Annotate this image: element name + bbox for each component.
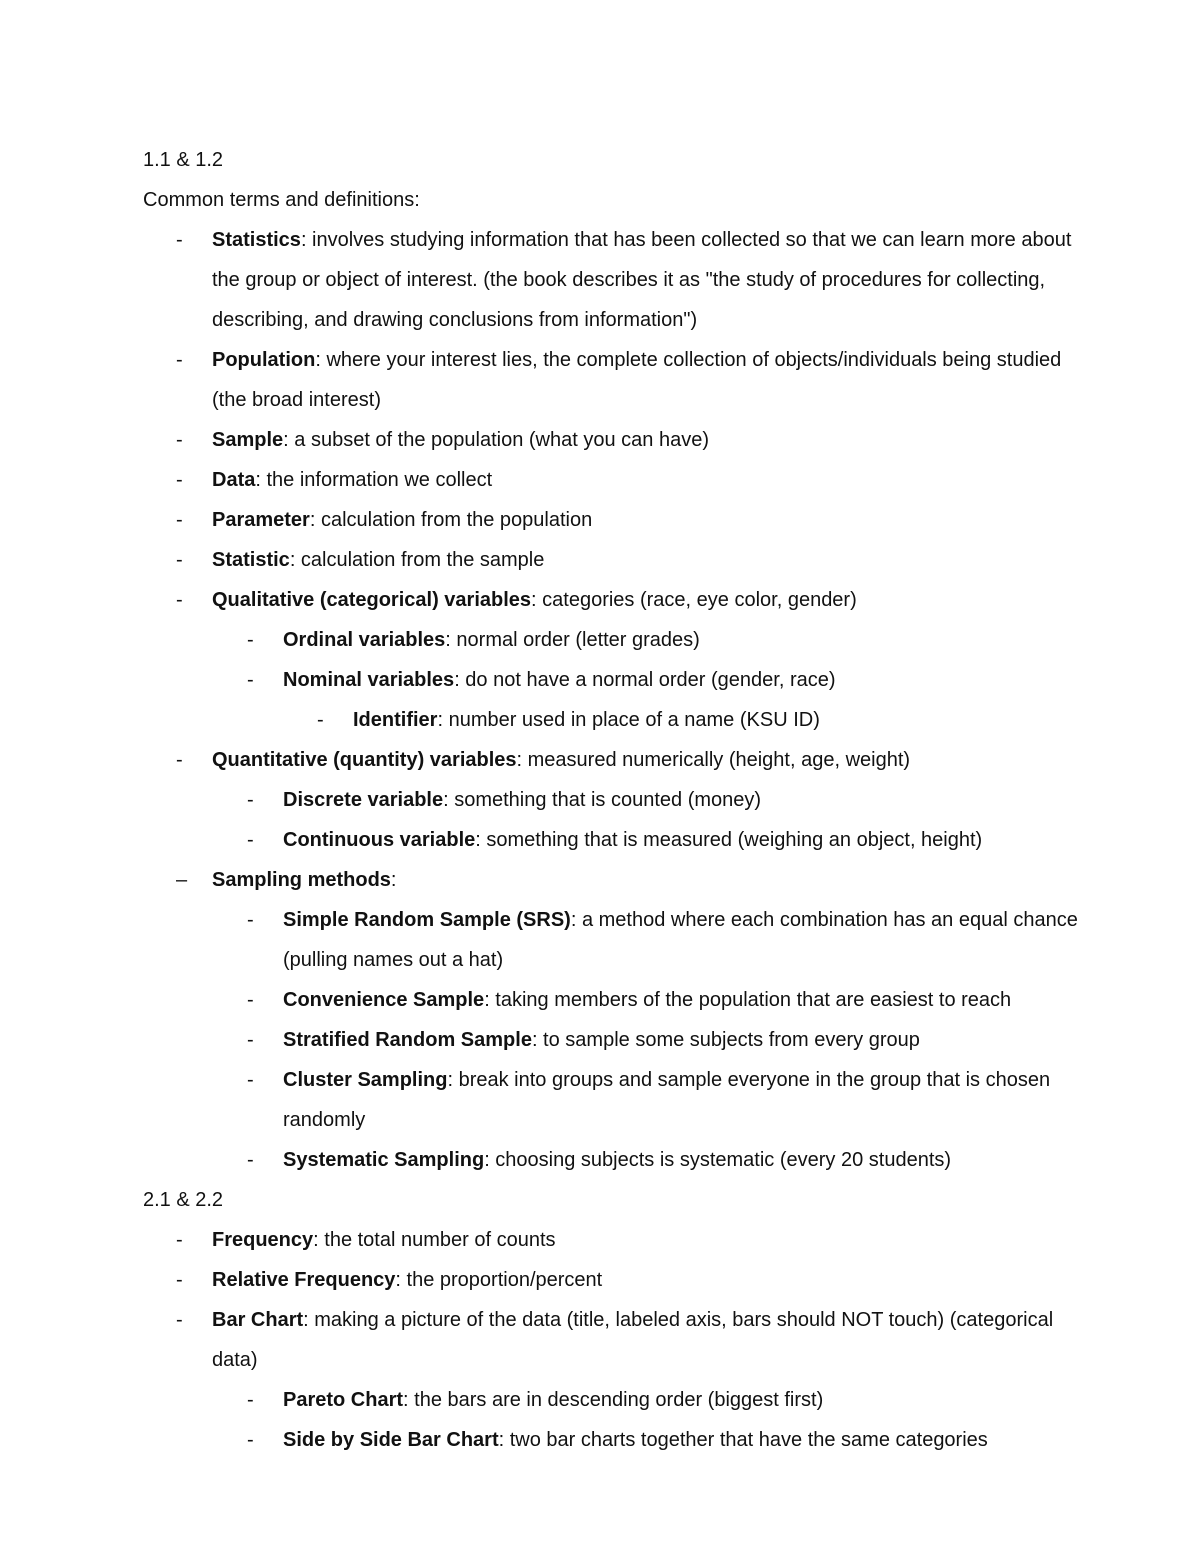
bullet-dash: -: [176, 1229, 183, 1251]
list-item-stratified-random-sample: [143, 1020, 1083, 1060]
bullet-dash: -: [247, 1429, 254, 1451]
list-item-statistic: [143, 540, 1083, 580]
notes-content: [143, 140, 1083, 1460]
term-definition: : making a picture of the data (title, labeled axis, bars should NOT touch) (categorical data): [212, 1309, 1054, 1371]
section-heading-1-1: 1.1 & 1.2: [143, 149, 224, 171]
section-intro: Common terms and definitions:: [143, 189, 420, 211]
term-label: Stratified Random Sample: [283, 1029, 532, 1051]
term-definition: : measured numerically (height, age, weight): [516, 749, 911, 771]
term-label: Sampling methods: [212, 869, 391, 891]
bullet-dash: -: [176, 549, 183, 571]
list-item-convenience-sample: [143, 980, 1083, 1020]
term-definition: : the bars are in descending order (biggest first): [403, 1389, 824, 1411]
bullet-dash: -: [176, 469, 183, 491]
bullet-dash: -: [247, 1029, 254, 1051]
qualitative-sublist: [143, 620, 1083, 700]
term-label: Discrete variable: [283, 789, 444, 811]
terms-list-continued: [143, 740, 1083, 780]
list-item-discrete-variable: [143, 780, 1083, 820]
term-definition: : something that is counted (money): [443, 789, 762, 811]
bullet-dash: -: [247, 989, 254, 1011]
list-item-qualitative-variables: [143, 580, 1083, 620]
term-definition: : categories (race, eye color, gender): [531, 589, 857, 611]
bullet-dash: -: [176, 229, 183, 251]
bullet-dash: -: [247, 669, 254, 691]
bullet-dash: -: [247, 909, 254, 931]
term-definition: : a method where each combination has an equal chance (pulling names out a hat): [283, 909, 1078, 971]
term-label: Simple Random Sample (SRS): [283, 909, 571, 931]
list-item-bar-chart: [143, 1300, 1083, 1380]
term-definition: : taking members of the population that are easiest to reach: [484, 989, 1012, 1011]
bullet-dash: -: [247, 1149, 254, 1171]
bullet-dash: -: [247, 1389, 254, 1411]
term-label: Pareto Chart: [283, 1389, 404, 1411]
bullet-dash: -: [176, 509, 183, 531]
bullet-dash: -: [247, 629, 254, 651]
term-definition: : to sample some subjects from every group: [531, 1029, 920, 1051]
list-item-data: [143, 460, 1083, 500]
term-definition: : calculation from the sample: [289, 549, 545, 571]
term-label: Statistic: [212, 549, 290, 571]
list-item-frequency: [143, 1220, 1083, 1260]
list-item-pareto-chart: [143, 1380, 1083, 1420]
bullet-dash: -: [176, 589, 183, 611]
term-definition: : calculation from the population: [309, 509, 593, 531]
term-label: Statistics: [212, 229, 301, 251]
sampling-sublist: [143, 900, 1083, 1180]
bullet-long-dash: –: [176, 869, 188, 891]
term-label: Nominal variables: [283, 669, 455, 691]
terms-list-section-2: [143, 1220, 1083, 1380]
list-item-identifier: [143, 700, 1083, 740]
terms-list-sampling: [143, 860, 1083, 900]
term-definition: : where your interest lies, the complete collection of objects/individuals being studied (the broad interest): [212, 349, 1062, 411]
term-label: Population: [212, 349, 316, 371]
term-label: Relative Frequency: [212, 1269, 396, 1291]
term-label: Data: [212, 469, 256, 491]
term-label: Frequency: [212, 1229, 314, 1251]
term-label: Identifier: [353, 709, 438, 731]
nominal-sublist: [143, 700, 1083, 740]
list-item-population: [143, 340, 1083, 420]
bullet-dash: -: [176, 1269, 183, 1291]
bullet-dash: -: [176, 429, 183, 451]
list-item-quantitative-variables: [143, 740, 1083, 780]
list-item-parameter: [143, 500, 1083, 540]
bullet-dash: -: [247, 789, 254, 811]
list-item-cluster-sampling: [143, 1060, 1083, 1140]
list-item-ordinal-variables: [143, 620, 1083, 660]
term-label: Quantitative (quantity) variables: [212, 749, 517, 771]
bullet-dash: -: [247, 829, 254, 851]
list-item-continuous-variable: [143, 820, 1083, 860]
quantitative-sublist: [143, 780, 1083, 860]
list-item-sampling-methods: [143, 860, 1083, 900]
term-definition: : break into groups and sample everyone in the group that is chosen randomly: [283, 1069, 1051, 1131]
list-item-sample: [143, 420, 1083, 460]
term-definition: : two bar charts together that have the same categories: [498, 1429, 988, 1451]
term-definition: : the total number of counts: [313, 1229, 556, 1251]
term-definition: : do not have a normal order (gender, race): [454, 669, 836, 691]
list-item-side-by-side-bar-chart: [143, 1420, 1083, 1460]
term-label: Convenience Sample: [283, 989, 485, 1011]
section-heading-2-1: 2.1 & 2.2: [143, 1189, 224, 1211]
terms-list: [143, 220, 1083, 620]
term-label: Parameter: [212, 509, 310, 531]
list-item-statistics: [143, 220, 1083, 340]
term-definition: : number used in place of a name (KSU ID): [437, 709, 820, 731]
term-definition: : involves studying information that has been collected so that we can learn more about the group or object of interest. (the book describes it as "the study of procedures for collecting, describing, and drawing conclusions from information"): [212, 229, 1072, 331]
bullet-dash: -: [176, 749, 183, 771]
term-label: Cluster Sampling: [283, 1069, 448, 1091]
bullet-dash: -: [176, 349, 183, 371]
bar-chart-sublist: [143, 1380, 1083, 1460]
list-item-relative-frequency: [143, 1260, 1083, 1300]
term-definition: : something that is measured (weighing an object, height): [475, 829, 983, 851]
bullet-dash: -: [247, 1069, 254, 1091]
bullet-dash: -: [317, 709, 324, 731]
term-label: Continuous variable: [283, 829, 476, 851]
term-definition: :: [390, 869, 397, 891]
term-definition: : the proportion/percent: [395, 1269, 603, 1291]
term-label: Bar Chart: [212, 1309, 304, 1331]
term-definition: : the information we collect: [255, 469, 493, 491]
term-label: Sample: [212, 429, 284, 451]
term-label: Qualitative (categorical) variables: [212, 589, 532, 611]
term-definition: : normal order (letter grades): [445, 629, 700, 651]
list-item-srs: [143, 900, 1083, 980]
term-label: Ordinal variables: [283, 629, 446, 651]
bullet-dash: -: [176, 1309, 183, 1331]
list-item-systematic-sampling: [143, 1140, 1083, 1180]
term-definition: : choosing subjects is systematic (every 20 students): [484, 1149, 952, 1171]
term-label: Side by Side Bar Chart: [283, 1429, 499, 1451]
term-definition: : a subset of the population (what you can have): [283, 429, 709, 451]
term-label: Systematic Sampling: [283, 1149, 485, 1171]
list-item-nominal-variables: [143, 660, 1083, 700]
